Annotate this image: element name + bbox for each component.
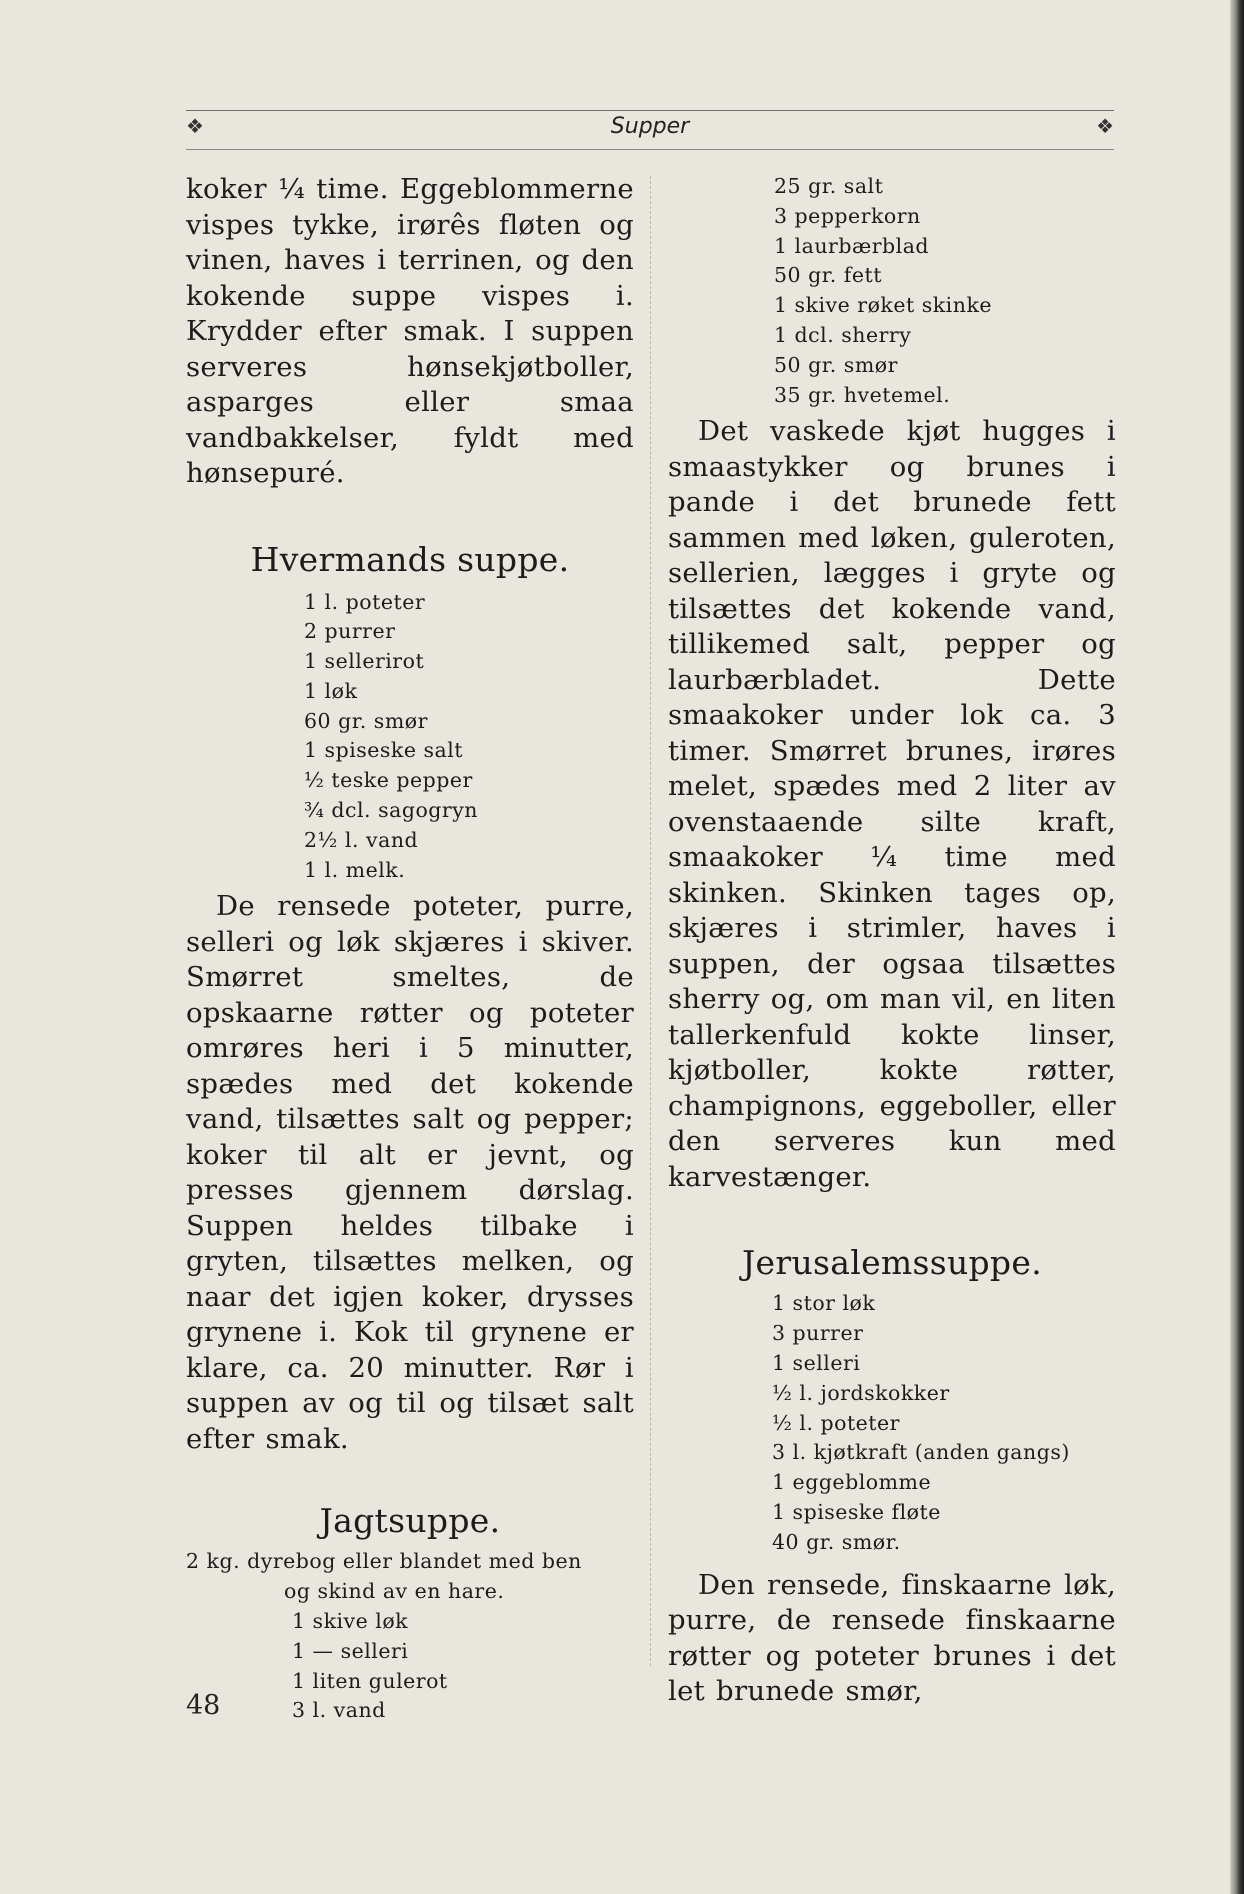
ingredient-item: ½ l. jordskokker	[772, 1380, 950, 1405]
ingredient-item: 1 dcl. sherry	[774, 322, 912, 347]
recipe-title-jagtsuppe: Jagtsuppe.	[319, 1501, 501, 1541]
right-column	[668, 172, 1116, 1710]
ingredient-item: 1 l. melk.	[304, 857, 406, 882]
ingredient-item: 50 gr. fett	[774, 263, 882, 288]
ingredient-item: 35 gr. hvetemel.	[774, 382, 951, 407]
left-column	[186, 172, 634, 1726]
ingredient-item: 1 spiseske salt	[304, 738, 464, 763]
ingredient-item: ½ teske pepper	[304, 768, 473, 793]
continued-paragraph: koker ¼ time. Eggeblommerne vispes tykke, irørês fløten og vinen, haves i terrinen, og den kokende suppe vispes i. Krydder efter smak. I suppen serveres hønsekjøtboller, asparges eller smaa vandbakkelser, fyldt med hønsepuré.	[186, 173, 634, 489]
header-rule-bottom	[186, 149, 1114, 150]
ingredient-item: 3 l. vand	[292, 1698, 386, 1723]
ingredient-list-hvermands	[304, 588, 634, 886]
ingredient-item: 1 stor løk	[772, 1291, 876, 1316]
ingredient-list-jagtsuppe	[186, 1547, 634, 1726]
ingredient-item: 3 purrer	[772, 1321, 864, 1346]
recipe-method-hvermands: De rensede poteter, purre, selleri og løk skjæres i skiver. Smørret smeltes, de opskaarne røtter og poteter omrøres heri i 5 minutter, spædes med det kokende vand, tilsættes salt og pepper; koker til alt er jevnt, og presses gjennem dørslag. Suppen heldes tilbake i gryten, tilsættes melken, og naar det igjen koker, drysses grynene i. Kok til grynene er klare, ca. 20 minutter. Rør i suppen av og til og tilsæt salt efter smak.	[186, 890, 634, 1455]
ingredient-item: 2 purrer	[304, 619, 396, 644]
page-edge	[1230, 0, 1244, 1894]
ornament-right-icon: ❖	[1096, 114, 1114, 138]
recipe-method-jagtsuppe: Det vaskede kjøt hugges i smaastykker og brunes i pande i det brunede fett sammen med løken, guleroten, sellerien, lægges i gryte og tilsættes det kokende vand, tillikemed salt, pepper og laurbærbladet. Dette smaakoker under lok ca. 3 timer. Smørret brunes, irøres melet, spædes med 2 liter av ovenstaaende silte kraft, smaakoker ¼ time med skinken. Skinken tages op, skjæres i strimler, haves i suppen, der ogsaa tilsættes sherry og, om man vil, en liten tallerkenfuld kokte linser, kjøtboller, kokte røtter, champignons, eggeboller, eller den serveres kun med karvestænger.	[668, 415, 1116, 1193]
ingredient-item: 40 gr. smør.	[772, 1529, 901, 1554]
ingredient-item: 60 gr. smør	[304, 708, 428, 733]
recipe-method-jerusalemssuppe: Den rensede, finskaarne løk, purre, de rensede finskaarne røtter og poteter brunes i det let brunede smør,	[668, 1568, 1116, 1708]
ingredient-item: 3 l. kjøtkraft (anden gangs)	[772, 1440, 1070, 1465]
ingredient-item: 2½ l. vand	[304, 827, 419, 852]
page-number: 48	[186, 1690, 221, 1721]
ingredient-item: 1 selleri	[772, 1350, 861, 1375]
column-divider	[650, 176, 651, 1666]
ingredient-list-jerusalemssuppe	[772, 1289, 1116, 1557]
ingredient-item: 1 løk	[304, 678, 358, 703]
ingredient-item: 1 liten gulerot	[292, 1668, 448, 1693]
running-header	[186, 104, 1114, 150]
ingredient-item: 1 skive røket skinke	[774, 293, 992, 318]
ingredient-item: 3 pepperkorn	[774, 203, 921, 228]
ingredient-item: 1 sellerirot	[304, 649, 425, 674]
running-title: Supper	[610, 114, 690, 139]
ingredient-item: ½ l. poteter	[772, 1410, 900, 1435]
ingredient-item: 1 spiseske fløte	[772, 1499, 941, 1524]
ingredient-item: og skind av en hare.	[284, 1579, 505, 1604]
ingredient-item: 1 skive løk	[292, 1609, 409, 1634]
ingredient-item: 1 — selleri	[292, 1638, 409, 1663]
ingredient-item: 1 eggeblomme	[772, 1470, 932, 1495]
ingredient-item: ¾ dcl. sagogryn	[304, 798, 478, 823]
ingredient-item: 1 l. poteter	[304, 589, 426, 614]
ornament-left-icon: ❖	[186, 114, 204, 138]
ingredient-item: 2 kg. dyrebog eller blandet med ben	[186, 1549, 582, 1574]
ingredient-list-jagtsuppe-cont	[774, 172, 1116, 410]
ingredient-item: 50 gr. smør	[774, 352, 898, 377]
recipe-title-jerusalemssuppe: Jerusalemssuppe.	[742, 1243, 1042, 1283]
recipe-title-hvermands: Hvermands suppe.	[250, 539, 570, 579]
ingredient-item: 1 laurbærblad	[774, 233, 930, 258]
header-rule-top	[186, 110, 1114, 111]
ingredient-item: 25 gr. salt	[774, 174, 884, 198]
